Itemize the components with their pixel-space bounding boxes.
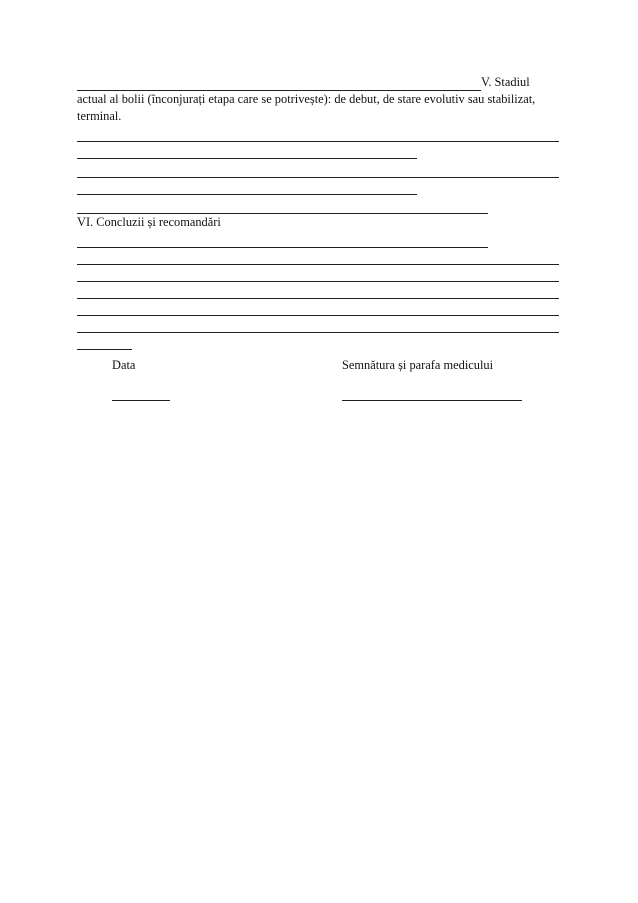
date-field[interactable] bbox=[112, 388, 170, 401]
section-v-continuation: actual al bolii (înconjurați etapa care se potrivește): de debut, de stare evolutiv sau stabilizat, bbox=[77, 92, 536, 106]
signature-label: Semnătura și parafa medicului bbox=[342, 358, 494, 372]
answer-line bbox=[77, 231, 561, 248]
date-label: Data bbox=[112, 358, 136, 372]
signature-field[interactable] bbox=[342, 388, 522, 401]
answer-line bbox=[77, 248, 561, 265]
answer-line bbox=[77, 161, 561, 178]
section-v-end: terminal. bbox=[77, 109, 122, 123]
answer-line bbox=[77, 197, 561, 214]
section-vi-heading-line bbox=[77, 214, 561, 231]
blank-line[interactable] bbox=[77, 269, 559, 282]
blank-line[interactable] bbox=[77, 182, 417, 195]
answer-line bbox=[77, 316, 561, 333]
answer-line bbox=[77, 265, 561, 282]
answer-line bbox=[77, 282, 561, 299]
blank-line[interactable] bbox=[77, 235, 488, 248]
section-v-label: V. Stadiul bbox=[481, 75, 530, 89]
blank-line[interactable] bbox=[77, 303, 559, 316]
section-v-first-line bbox=[77, 74, 561, 91]
answer-line bbox=[77, 299, 561, 316]
blank-line[interactable] bbox=[77, 286, 559, 299]
answer-line bbox=[77, 142, 561, 159]
blank-line[interactable] bbox=[77, 129, 559, 142]
answer-line bbox=[77, 125, 561, 142]
blank-line[interactable] bbox=[77, 78, 481, 91]
document-body bbox=[77, 74, 561, 350]
answer-line bbox=[77, 333, 561, 350]
signature-column bbox=[342, 357, 493, 374]
section-vi-heading: VI. Concluzii și recomandări bbox=[77, 215, 221, 229]
blank-line[interactable] bbox=[77, 252, 559, 265]
section-v-text-line bbox=[77, 91, 561, 108]
blank-line[interactable] bbox=[77, 337, 132, 350]
blank-line[interactable] bbox=[77, 201, 488, 214]
section-v-end-line bbox=[77, 108, 561, 125]
date-blank-line[interactable] bbox=[112, 388, 170, 401]
blank-line[interactable] bbox=[77, 165, 559, 178]
blank-line[interactable] bbox=[77, 320, 559, 333]
blank-line[interactable] bbox=[77, 146, 417, 159]
date-column bbox=[112, 357, 135, 374]
answer-line bbox=[77, 178, 561, 195]
signature-blank-line[interactable] bbox=[342, 388, 522, 401]
